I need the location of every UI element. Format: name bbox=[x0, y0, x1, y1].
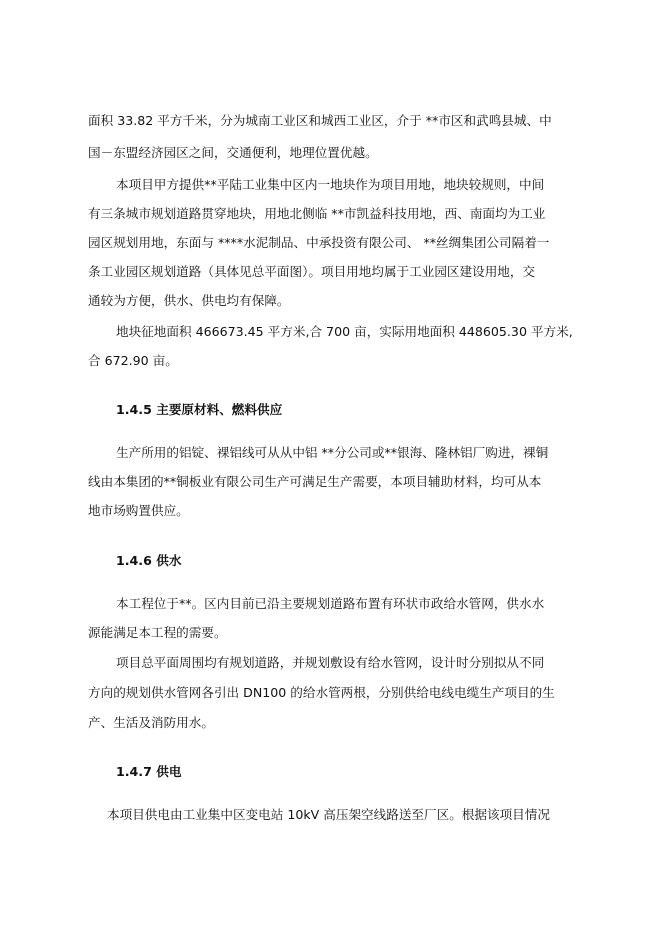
paragraph-line: 通较为方便，供水、供电均有保障。 bbox=[88, 293, 290, 308]
paragraph-line: 生产所用的铝锭、裸铝线可从从中铝 **分公司或**银海、隆林铝厂购进，裸铜 bbox=[116, 445, 549, 460]
section-heading-1-4-5: 1.4.5 主要原材料、燃料供应 bbox=[116, 402, 283, 417]
paragraph-line: 国－东盟经济园区之间，交通便利，地理位置优越。 bbox=[88, 145, 378, 160]
paragraph-line: 地市场购置供应。 bbox=[88, 503, 189, 518]
paragraph-line: 本项目供电由工业集中区变电站 10kV 高压架空线路送至厂区。根据该项目情况 bbox=[107, 807, 550, 822]
paragraph-line: 面积 33.82 平方千米，分为城南工业区和城西工业区，介于 **市区和武鸣县城、中 bbox=[88, 113, 552, 128]
paragraph-line: 合 672.90 亩。 bbox=[88, 353, 178, 368]
paragraph-line: 园区规划用地，东面与 ****水泥制品、中承投资有限公司、 **丝绸集团公司隔着一 bbox=[88, 235, 550, 250]
paragraph-line: 地块征地面积 466673.45 平方米,合 700 亩，实际用地面积 448605.30 平方米, bbox=[116, 324, 573, 339]
paragraph-line: 源能满足本工程的需要。 bbox=[88, 625, 227, 640]
paragraph-line: 产、生活及消防用水。 bbox=[88, 715, 214, 730]
paragraph-line: 本工程位于**。区内目前已沿主要规划道路布置有环状市政给水管网，供水水 bbox=[116, 596, 545, 611]
paragraph-line: 本项目甲方提供**平陆工业集中区内一地块作为项目用地，地块较规则，中间 bbox=[116, 177, 545, 192]
section-heading-1-4-6: 1.4.6 供水 bbox=[116, 553, 182, 568]
paragraph-line: 线由本集团的**铜板业有限公司生产可满足生产需要，本项目辅助材料，均可从本 bbox=[88, 474, 542, 489]
paragraph-line: 方向的规划供水管网各引出 DN100 的给水管两根，分别供给电线电缆生产项目的生 bbox=[88, 685, 555, 700]
paragraph-line: 条工业园区规划道路（具体见总平面图）。项目用地均属于工业园区建设用地，交 bbox=[88, 264, 536, 279]
paragraph-line: 有三条城市规划道路贯穿地块，用地北侧临 **市凯益科技用地，西、南面均为工业 bbox=[88, 206, 546, 221]
paragraph-line: 项目总平面周围均有规划道路，并规划敷设有给水管网，设计时分别拟从不同 bbox=[116, 655, 545, 670]
section-heading-1-4-7: 1.4.7 供电 bbox=[116, 764, 182, 779]
